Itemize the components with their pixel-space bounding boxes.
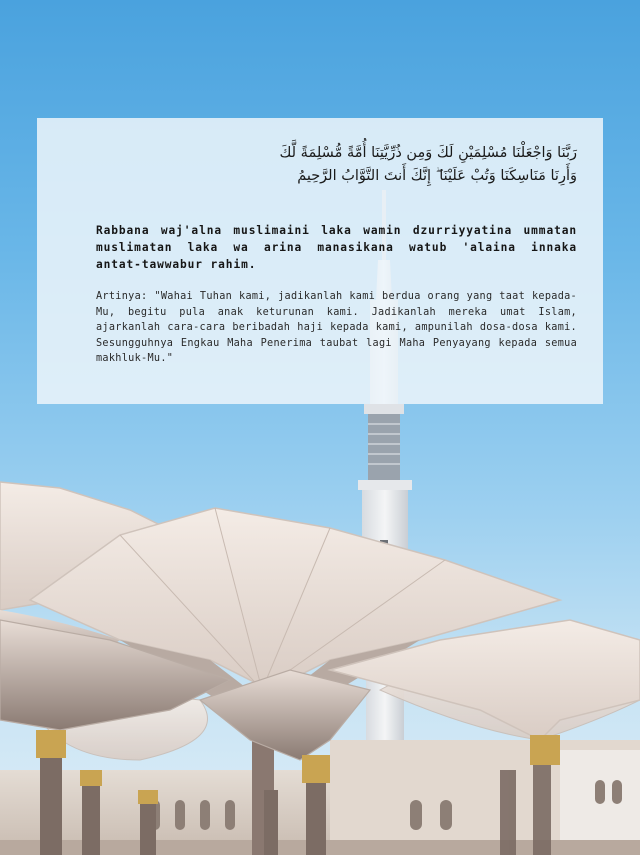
transliteration-text: Rabbana waj'alna muslimaini laka wamin dzurriyyatina ummatan muslimatan laka wa arina manasikana watub 'alaina innaka antat-tawwabur rahim. xyxy=(96,224,577,271)
translation-text: Artinya: "Wahai Tuhan kami, jadikanlah kami berdua orang yang taat kepada-Mu, begitu pula anak keturunan kami. Jadikanlah mereka umat Islam, ajarkanlah cara-cara beribadah haji kepada kami, ampunilah dosa-dosa kami. Sesungguhnya Engkau Maha Penerima taubat lagi Maha Penyayang kepada semua makhluk-Mu." xyxy=(96,291,577,364)
arabic-dua-text xyxy=(96,142,577,188)
dua-text-card xyxy=(37,118,603,404)
arabic-line-1: رَبَّنَا وَاجْعَلْنَا مُسْلِمَيْنِ لَكَ وَمِن ذُرِّيَّتِنَا أُمَّةً مُّسْلِمَةً لَّكَ xyxy=(279,145,577,161)
arabic-line-2: وَأَرِنَا مَنَاسِكَنَا وَتُبْ عَلَيْنَا ۖ إِنَّكَ أَنتَ التَّوَّابُ الرَّحِيمُ xyxy=(297,168,577,184)
